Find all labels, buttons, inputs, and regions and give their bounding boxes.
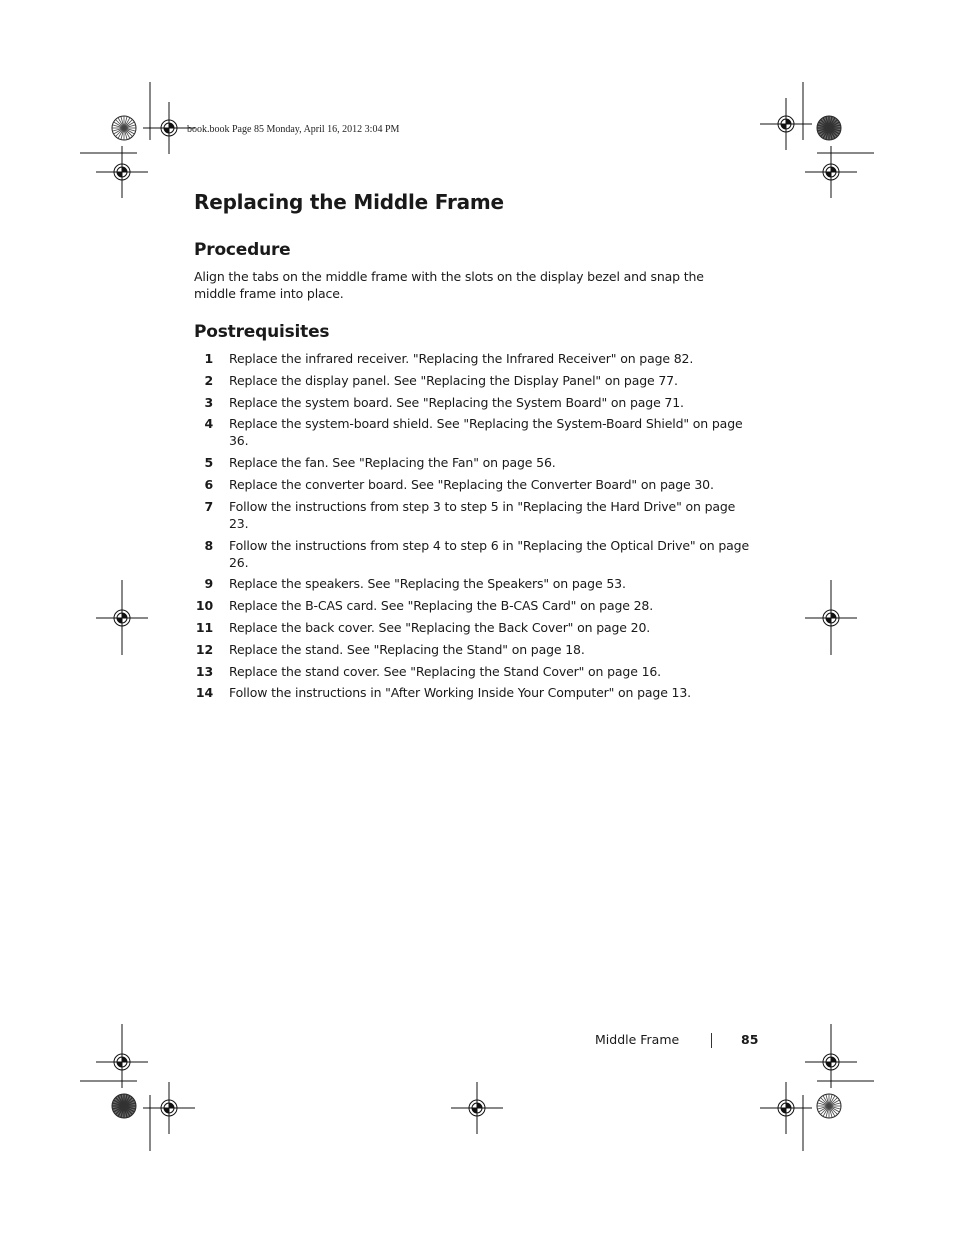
step-number: 5	[204, 455, 213, 471]
list-item	[194, 394, 754, 411]
step-number: 13	[195, 663, 213, 679]
list-item	[194, 597, 754, 614]
registration-target-icon	[760, 1082, 812, 1134]
list-item	[194, 372, 754, 389]
list-item	[194, 663, 754, 680]
step-text: Replace the display panel. See "Replacing the Display Panel" on page 77.	[229, 372, 678, 388]
step-text: Replace the converter board. See "Replacing the Converter Board" on page 30.	[229, 476, 714, 492]
step-number: 6	[204, 476, 213, 492]
postrequisites-list	[194, 350, 754, 706]
step-text: Replace the stand. See "Replacing the Stand" on page 18.	[229, 641, 585, 657]
step-text: Replace the B-CAS card. See "Replacing the B-CAS Card" on page 28.	[229, 598, 654, 614]
registration-target-icon	[96, 146, 148, 198]
registration-target-icon	[760, 98, 812, 150]
step-text: Replace the back cover. See "Replacing the Back Cover" on page 20.	[229, 619, 651, 635]
step-text: Follow the instructions in "After Working Inside Your Computer" on page 13.	[229, 685, 691, 701]
print-slug: book.book Page 85 Monday, April 16, 2012 3:04 PM	[187, 124, 400, 135]
page-title: Replacing the Middle Frame	[194, 190, 504, 214]
step-text: Replace the fan. See "Replacing the Fan" on page 56.	[229, 455, 556, 471]
color-registration-starburst-icon	[817, 1094, 841, 1118]
step-text: Follow the instructions from step 3 to step 5 in "Replacing the Hard Drive" on page 23.	[229, 498, 736, 531]
list-item	[194, 537, 754, 571]
step-number: 12	[195, 641, 213, 657]
registration-target-icon	[805, 592, 857, 644]
color-registration-starburst-icon	[112, 116, 136, 140]
page-number: 85	[741, 1032, 759, 1047]
list-item	[194, 575, 754, 592]
step-text: Replace the infrared receiver. "Replacing the Infrared Receiver" on page 82.	[229, 351, 694, 366]
list-item	[194, 498, 754, 532]
step-text: Replace the stand cover. See "Replacing the Stand Cover" on page 16.	[229, 663, 662, 679]
step-number: 3	[204, 394, 213, 410]
step-number: 7	[204, 498, 213, 514]
footer-section-name: Middle Frame	[595, 1032, 680, 1047]
procedure-heading: Procedure	[194, 240, 291, 260]
step-number: 4	[204, 416, 213, 432]
registration-target-icon	[96, 592, 148, 644]
step-number: 1	[204, 351, 213, 366]
step-text: Replace the speakers. See "Replacing the Speakers" on page 53.	[229, 576, 626, 592]
registration-target-icon	[96, 1036, 148, 1088]
postrequisites-heading: Postrequisites	[194, 322, 330, 342]
procedure-text: Align the tabs on the middle frame with the slots on the display bezel and snap the middle frame into place.	[194, 269, 704, 301]
registration-target-icon	[451, 1082, 503, 1134]
list-item	[194, 350, 754, 367]
step-number: 10	[195, 598, 213, 614]
step-number: 8	[204, 537, 213, 553]
registration-target-icon	[805, 146, 857, 198]
registration-target-icon	[805, 1036, 857, 1088]
list-item	[194, 641, 754, 658]
step-number: 14	[195, 685, 213, 701]
step-number: 2	[204, 372, 213, 388]
color-registration-starburst-icon	[817, 116, 841, 140]
color-registration-starburst-icon	[112, 1094, 136, 1118]
registration-target-icon	[143, 1082, 195, 1134]
step-text: Follow the instructions from step 4 to step 6 in "Replacing the Optical Drive" on page 26.	[229, 537, 750, 570]
footer-divider	[711, 1033, 712, 1048]
list-item	[194, 684, 754, 701]
list-item	[194, 619, 754, 636]
step-text: Replace the system board. See "Replacing the System Board" on page 71.	[229, 394, 684, 410]
step-text: Replace the system-board shield. See "Replacing the System-Board Shield" on page 36.	[229, 416, 743, 449]
list-item	[194, 415, 754, 449]
list-item	[194, 476, 754, 493]
step-number: 9	[204, 576, 213, 592]
step-number: 11	[195, 619, 213, 635]
list-item	[194, 454, 754, 471]
